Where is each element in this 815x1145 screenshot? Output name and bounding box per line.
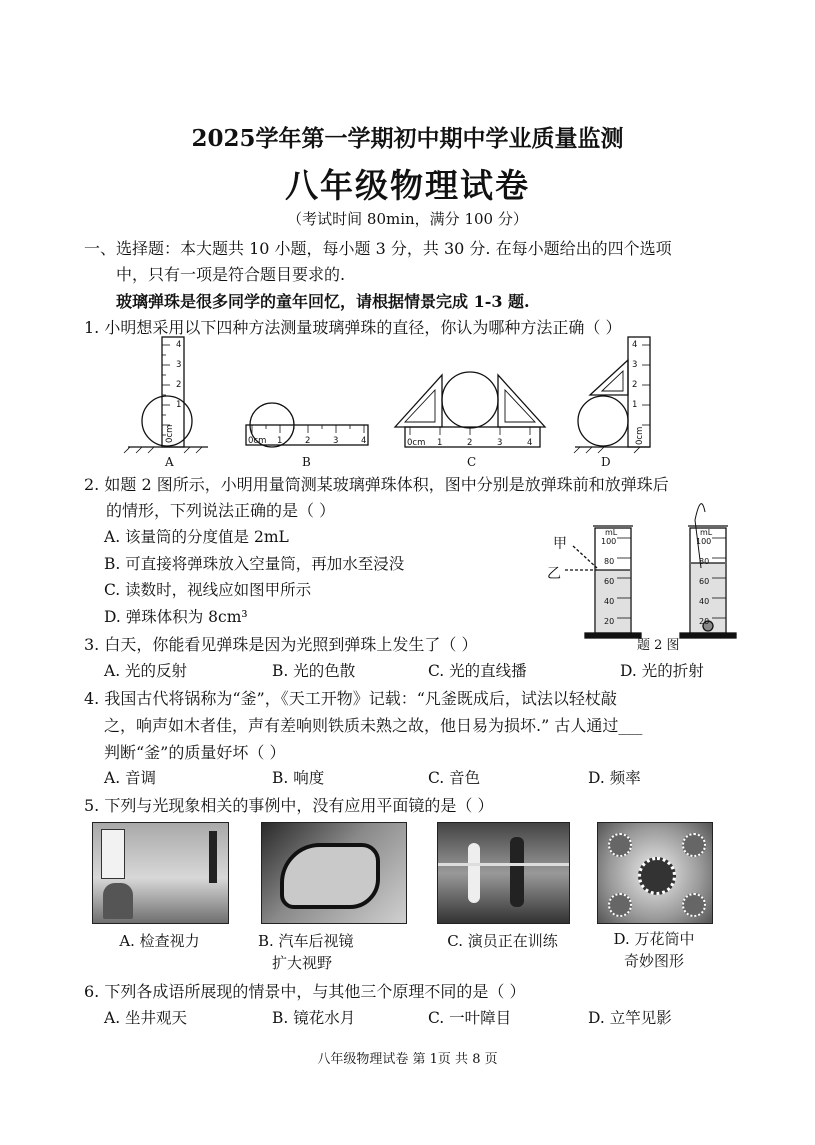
q5-caption-b-cont: 扩大视野 bbox=[272, 954, 333, 972]
q2-stem: 2. 如题 2 图所示，小明用量筒测某玻璃弹珠体积，图中分别是放弹珠前和放弹珠后 bbox=[84, 475, 669, 494]
q2-option-b: B. 可直接将弹珠放入空量筒，再加水至浸没 bbox=[104, 555, 405, 573]
ruler-d-tick-0: 0cm bbox=[635, 426, 645, 445]
cyl2-mark-60: 60 bbox=[699, 577, 710, 586]
q6-stem: 6. 下列各成语所展现的情景中，与其他三个原理不同的是（ ） bbox=[84, 982, 526, 1001]
q4-option-b: B. 响度 bbox=[272, 769, 325, 787]
q4-option-a: A. 音调 bbox=[104, 769, 157, 787]
ruler-c-tick-4: 4 bbox=[527, 438, 533, 448]
ruler-a-tick-0: 0cm bbox=[165, 424, 175, 443]
photo-dancer-training bbox=[437, 822, 570, 924]
cyl2-mark-40: 40 bbox=[699, 597, 710, 606]
section-heading: 一、选择题：本大题共 10 小题，每小题 3 分，共 30 分. 在每小题给出的四个选项 bbox=[84, 239, 672, 258]
ruler-a-tick-2: 2 bbox=[176, 380, 182, 390]
ruler-d-tick-4: 4 bbox=[632, 340, 638, 350]
ruler-d-tick-3: 3 bbox=[632, 360, 638, 370]
fig-label-c: C bbox=[467, 455, 477, 469]
cyl1-mark-80: 80 bbox=[604, 557, 615, 566]
q1-figure bbox=[120, 335, 680, 470]
ruler-c-tick-3: 3 bbox=[497, 438, 503, 448]
ruler-c-tick-1: 1 bbox=[437, 438, 443, 448]
q4-stem-cont2: 判断“釜”的质量好坏（ ） bbox=[104, 743, 286, 762]
q2-option-a: A. 该量筒的分度值是 2mL bbox=[104, 528, 289, 546]
q3-option-b: B. 光的色散 bbox=[272, 662, 356, 680]
ruler-a-tick-4: 4 bbox=[176, 340, 182, 350]
ruler-b-tick-0: 0cm bbox=[248, 436, 267, 446]
exam-info: （考试时间 80min，满分 100 分） bbox=[287, 210, 528, 228]
q6-option-b: B. 镜花水月 bbox=[272, 1009, 356, 1027]
q5-caption-b: B. 汽车后视镜 bbox=[258, 932, 354, 950]
ruler-d-tick-2: 2 bbox=[632, 380, 638, 390]
q2-option-d: D. 弹珠体积为 8cm³ bbox=[104, 608, 248, 626]
q5-caption-d-cont: 奇妙图形 bbox=[623, 952, 684, 970]
cyl2-mark-20: 20 bbox=[699, 617, 710, 626]
ruler-a-tick-3: 3 bbox=[176, 360, 182, 370]
q3-option-c: C. 光的直线播 bbox=[428, 662, 527, 680]
q4-stem: 4. 我国古代将锅称为“釜”，《天工开物》记载：“凡釜既成后，试法以轻杖敲 bbox=[84, 689, 617, 708]
q5-caption-d: D. 万花筒中 bbox=[613, 930, 695, 948]
q2-figure bbox=[545, 498, 735, 653]
section-context: 玻璃弹珠是很多同学的童年回忆，请根据情景完成 1-3 题. bbox=[116, 292, 530, 311]
q6-option-a: A. 坐井观天 bbox=[104, 1009, 188, 1027]
q6-option-d: D. 立竿见影 bbox=[588, 1009, 672, 1027]
ruler-c-tick-0: 0cm bbox=[407, 438, 426, 448]
cyl2-unit: mL bbox=[700, 528, 713, 537]
ruler-d-tick-1: 1 bbox=[632, 400, 638, 410]
paper-title: 八年级物理试卷 bbox=[285, 166, 530, 205]
q4-stem-cont1: 之，响声如木者佳，声有差响则铁质未熟之故，他日易为损坏.” 古人通过___ bbox=[104, 716, 643, 735]
fig-label-d: D bbox=[601, 455, 611, 469]
q2-figure-caption: 题 2 图 bbox=[637, 638, 680, 653]
cyl1-mark-100: 100 bbox=[601, 537, 617, 546]
q3-option-d: D. 光的折射 bbox=[620, 662, 704, 680]
fig-label-a: A bbox=[165, 455, 174, 469]
fig-label-b: B bbox=[302, 455, 311, 469]
q2-stem-cont: 的情形，下列说法正确的是（ ） bbox=[106, 501, 336, 520]
cyl1-mark-20: 20 bbox=[604, 617, 615, 626]
q4-option-c: C. 音色 bbox=[428, 769, 481, 787]
cyl2-mark-100: 100 bbox=[696, 537, 712, 546]
ruler-b-tick-3: 3 bbox=[333, 436, 339, 446]
q3-option-a: A. 光的反射 bbox=[104, 662, 188, 680]
q6-option-c: C. 一叶障目 bbox=[428, 1009, 512, 1027]
label-yi: 乙 bbox=[547, 566, 561, 582]
cyl1-unit: mL bbox=[605, 528, 618, 537]
cyl1-mark-40: 40 bbox=[604, 597, 615, 606]
label-jia: 甲 bbox=[553, 536, 567, 552]
cyl2-mark-80: 80 bbox=[699, 557, 710, 566]
ruler-a-tick-1: 1 bbox=[176, 400, 182, 410]
q4-option-d: D. 频率 bbox=[588, 769, 641, 787]
section-heading-cont: 中，只有一项是符合题目要求的. bbox=[116, 265, 346, 284]
page-footer: 八年级物理试卷 第 1页 共 8 页 bbox=[317, 1052, 498, 1067]
cyl1-mark-60: 60 bbox=[604, 577, 615, 586]
q2-option-c: C. 读数时，视线应如图甲所示 bbox=[104, 581, 312, 599]
q1-stem: 1. 小明想采用以下四种方法测量玻璃弹珠的直径，你认为哪种方法正确（ ） bbox=[84, 318, 622, 337]
q5-caption-a: A. 检查视力 bbox=[119, 932, 200, 950]
exam-title: 2025学年第一学期初中期中学业质量监测 bbox=[191, 125, 624, 152]
ruler-b-tick-1: 1 bbox=[277, 436, 283, 446]
photo-kaleidoscope bbox=[597, 822, 713, 924]
q3-stem: 3. 白天，你能看见弹珠是因为光照到弹珠上发生了（ ） bbox=[84, 635, 478, 654]
q5-caption-c: C. 演员正在训练 bbox=[447, 932, 558, 950]
ruler-b-tick-2: 2 bbox=[305, 436, 311, 446]
ruler-b-tick-4: 4 bbox=[361, 436, 367, 446]
photo-rear-mirror bbox=[261, 822, 407, 924]
ruler-c-tick-2: 2 bbox=[467, 438, 473, 448]
photo-eye-chart bbox=[92, 822, 229, 924]
q5-stem: 5. 下列与光现象相关的事例中，没有应用平面镜的是（ ） bbox=[84, 796, 494, 815]
